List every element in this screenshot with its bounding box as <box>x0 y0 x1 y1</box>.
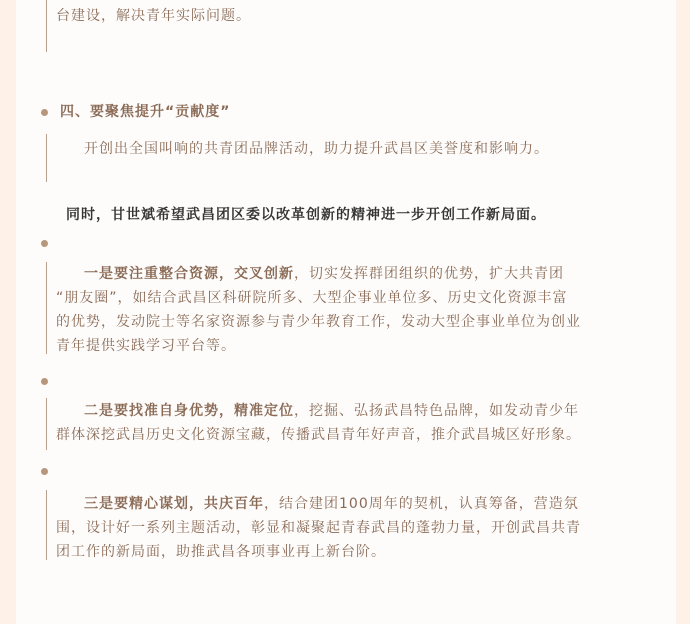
point-line: 围，设计好一系列主题活动，彰显和凝聚起青春武昌的蓬勃力量，开创武昌共青 <box>56 520 581 536</box>
point-line: 群体深挖武昌历史文化资源宝藏，传播武昌青年好声音，推介武昌城区好形象。 <box>56 427 581 443</box>
paragraph-top-fragment: 台建设，解决青年实际问题。 <box>56 8 251 24</box>
section-body: 开创出全国叫响的共青团品牌活动，助力提升武昌区美誉度和影响力。 <box>84 141 549 157</box>
point-line: 青年提供实践学习平台等。 <box>56 338 236 354</box>
quote-line <box>46 0 47 52</box>
point-line: ，切实发挥群团组织的优势，扩大共青团 <box>294 266 564 282</box>
quote-line <box>46 398 47 450</box>
point-line: “朋友圈”，如结合武昌区科研院所多、大型企事业单位多、历史文化资源丰富 <box>56 290 568 306</box>
summary-statement: 同时，甘世斌希望武昌团区委以改革创新的精神进一步开创工作新局面。 <box>66 207 546 223</box>
point-lead: 二是要找准自身优势，精准定位 <box>84 403 294 419</box>
point-line: ，挖掘、弘扬武昌特色品牌，如发动青少年 <box>294 403 579 419</box>
point-line: ，结合建团100周年的契机，认真筹备，营造氛 <box>264 496 579 512</box>
section-heading: 四、要聚焦提升“贡献度” <box>60 104 231 120</box>
bullet-dot <box>41 378 48 385</box>
point-line: 团工作的新局面，助推武昌各项事业再上新台阶。 <box>56 544 386 560</box>
point-lead: 一是要注重整合资源，交叉创新 <box>84 266 294 282</box>
point-paragraph <box>56 262 581 358</box>
point-paragraph <box>56 399 581 447</box>
bullet-dot <box>41 240 48 247</box>
point-paragraph <box>56 492 581 564</box>
point-line: 的优势，发动院士等名家资源参与青少年教育工作，发动大型企事业单位为创业 <box>56 314 581 330</box>
bullet-dot <box>41 468 48 475</box>
quote-line <box>46 490 47 560</box>
point-lead: 三是要精心谋划，共庆百年 <box>84 496 264 512</box>
quote-line <box>46 134 47 182</box>
bullet-dot <box>41 109 48 116</box>
quote-line <box>46 262 47 354</box>
